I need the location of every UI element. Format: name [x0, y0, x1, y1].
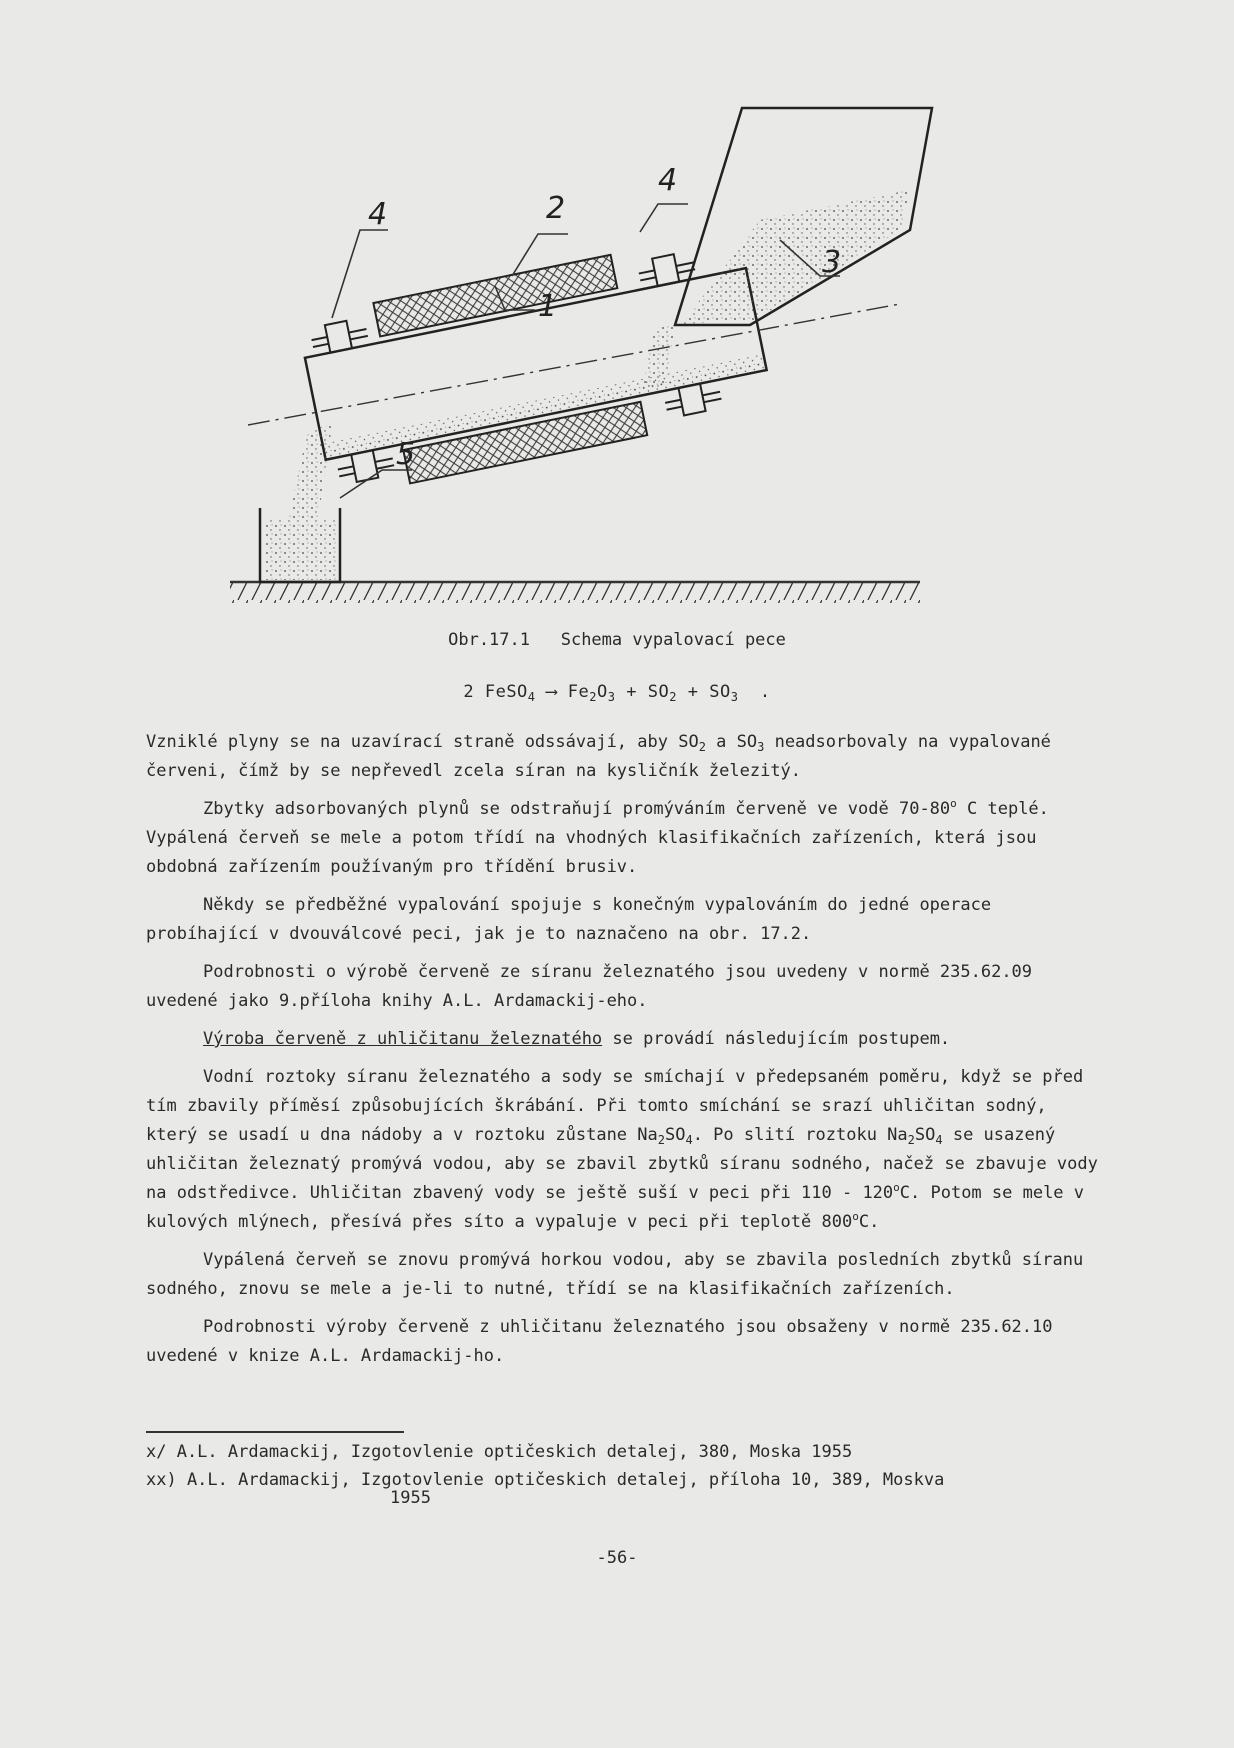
heating-element-top — [373, 255, 617, 337]
eq-product: Fe — [567, 682, 590, 702]
text-run: Zbytky adsorbovaných plynů se odstraňují promýváním červeně ve vodě 70-80 — [203, 799, 951, 819]
text-sub: 4 — [685, 1133, 693, 1147]
footnote-1: x/ A.L. Ardamackij, Izgotovlenie optičeskich detalej, 380, Moska 1955 — [146, 1442, 853, 1462]
bearing-icon — [309, 317, 369, 356]
section-heading: Výroba červeně z uhličitanu železnatého — [203, 1029, 603, 1049]
paragraph-5 — [146, 1025, 1106, 1054]
text-run: C. — [858, 1212, 880, 1232]
eq-arrow-icon: ⟶ — [546, 682, 558, 702]
chemical-equation — [0, 682, 1234, 702]
hopper — [642, 108, 932, 390]
body-text — [146, 728, 1106, 1380]
paragraph-8: Podrobnosti výroby červeně z uhličitanu železnatého jsou obsaženy v normě 235.62.10 uvedené v knize A.L. Ardamackij-ho. — [146, 1317, 1053, 1366]
eq-reactant: FeSO — [484, 682, 528, 702]
eq-sub: 4 — [527, 690, 536, 704]
powder-stream — [288, 425, 332, 520]
paragraph-7: Vypálená červeň se znovu promývá horkou vodou, aby se zbavila posledních zbytků síranu sodného, znovu se mele a je-li to nutné, třídí se na klasifikačních zařízeních. — [146, 1250, 1084, 1299]
text-sub: 2 — [698, 740, 706, 754]
text-run: . Po slití roztoku Na — [692, 1125, 908, 1145]
text-run: SO — [664, 1125, 686, 1145]
eq-product: SO — [709, 682, 731, 702]
eq-product: O — [597, 682, 608, 702]
text-run: se provádí následujícím postupem. — [602, 1029, 951, 1049]
paragraph-2 — [146, 795, 1106, 882]
text-run: C. Potom se mele v kulových mlýnech, přesívá přes síto a vypaluje v peci při teplotě 800 — [146, 1183, 1085, 1232]
eq-sub: 3 — [607, 690, 616, 704]
label-4-right: 4 — [658, 163, 678, 198]
paragraph-4: Podrobnosti o výrobě červeně ze síranu železnatého jsou uvedeny v normě 235.62.09 uvedené jako 9.příloha knihy A.L. Ardamackij-eho. — [146, 962, 1033, 1011]
eq-end: . — [759, 682, 771, 702]
footnotes — [146, 1438, 1106, 1512]
label-3: 3 — [822, 245, 842, 280]
figure-caption — [0, 630, 1234, 650]
text-run: a SO — [705, 732, 758, 752]
text-run: Vzniklé plyny se na uzavírací straně odssávají, aby SO — [146, 732, 699, 752]
paragraph-3: Někdy se předběžné vypalování spojuje s konečným vypalováním do jedné operace probíhající v dvouválcové peci, jak je to naznačeno na obr. 17.2. — [146, 895, 992, 944]
text-run: SO — [914, 1125, 936, 1145]
footnote-divider — [146, 1431, 404, 1433]
eq-sub: 2 — [589, 690, 597, 704]
eq-plus: + — [687, 682, 699, 702]
text-sup: o — [852, 1210, 859, 1223]
label-1: 1 — [538, 289, 558, 324]
eq-sub: 3 — [730, 690, 739, 704]
kiln-drum — [297, 229, 775, 499]
text-sub: 2 — [907, 1133, 915, 1147]
text-run: C teplé. Vypálená červeň se mele a potom třídí na vhodných klasifikačních zařízeních, která jsou obdobná zařízením používaným pro třídění brusiv. — [146, 799, 1049, 877]
label-5: 5 — [396, 437, 416, 472]
label-4-left: 4 — [368, 197, 388, 232]
text-sub: 3 — [757, 740, 765, 754]
text-run: neadsorbovaly na vypalované červeni, čímž by se nepřevedl zcela síran na kysličník železitý. — [146, 732, 1051, 781]
text-sub: 4 — [935, 1133, 943, 1147]
eq-plus: + — [626, 682, 637, 702]
text-run: se usazený uhličitan železnatý promývá vodou, aby se zbavil zbytků síranu sodného, načež se zbavuje vody na odstředivce. Uhličitan zbavený vody se ještě suší v peci při 110 - 120 — [146, 1125, 1098, 1203]
label-2: 2 — [546, 191, 566, 226]
text-sup: o — [893, 1181, 900, 1194]
text-sub: 2 — [657, 1133, 665, 1147]
page-number: -56- — [596, 1548, 638, 1568]
eq-sub: 2 — [669, 690, 677, 704]
footnote-2: xx) A.L. Ardamackij, Izgotovlenie optičeskich detalej, příloha 10, 389, Moskva — [146, 1470, 945, 1490]
kiln-schematic-figure — [220, 100, 970, 620]
paragraph-1 — [146, 728, 1106, 786]
paragraph-6 — [146, 1063, 1106, 1237]
text-sup: o — [950, 797, 957, 810]
caption-prefix: Obr.17.1 — [448, 630, 530, 650]
caption-title: Schema vypalovací pece — [560, 630, 786, 650]
footnote-2-continuation: 1955 — [390, 1488, 431, 1508]
ground-hatching — [230, 582, 920, 603]
eq-product: SO — [647, 682, 670, 702]
eq-coef: 2 — [463, 682, 475, 702]
text-run: Vodní roztoky síranu železnatého a sody se smíchají v předepsaném poměru, když se před tím zbavily příměsí způsobujících škrábání. Při tomto smíchání se srazí uhličitan sodný, který se usadí u dna nádoby a v roztoku zůstane Na — [146, 1067, 1084, 1145]
